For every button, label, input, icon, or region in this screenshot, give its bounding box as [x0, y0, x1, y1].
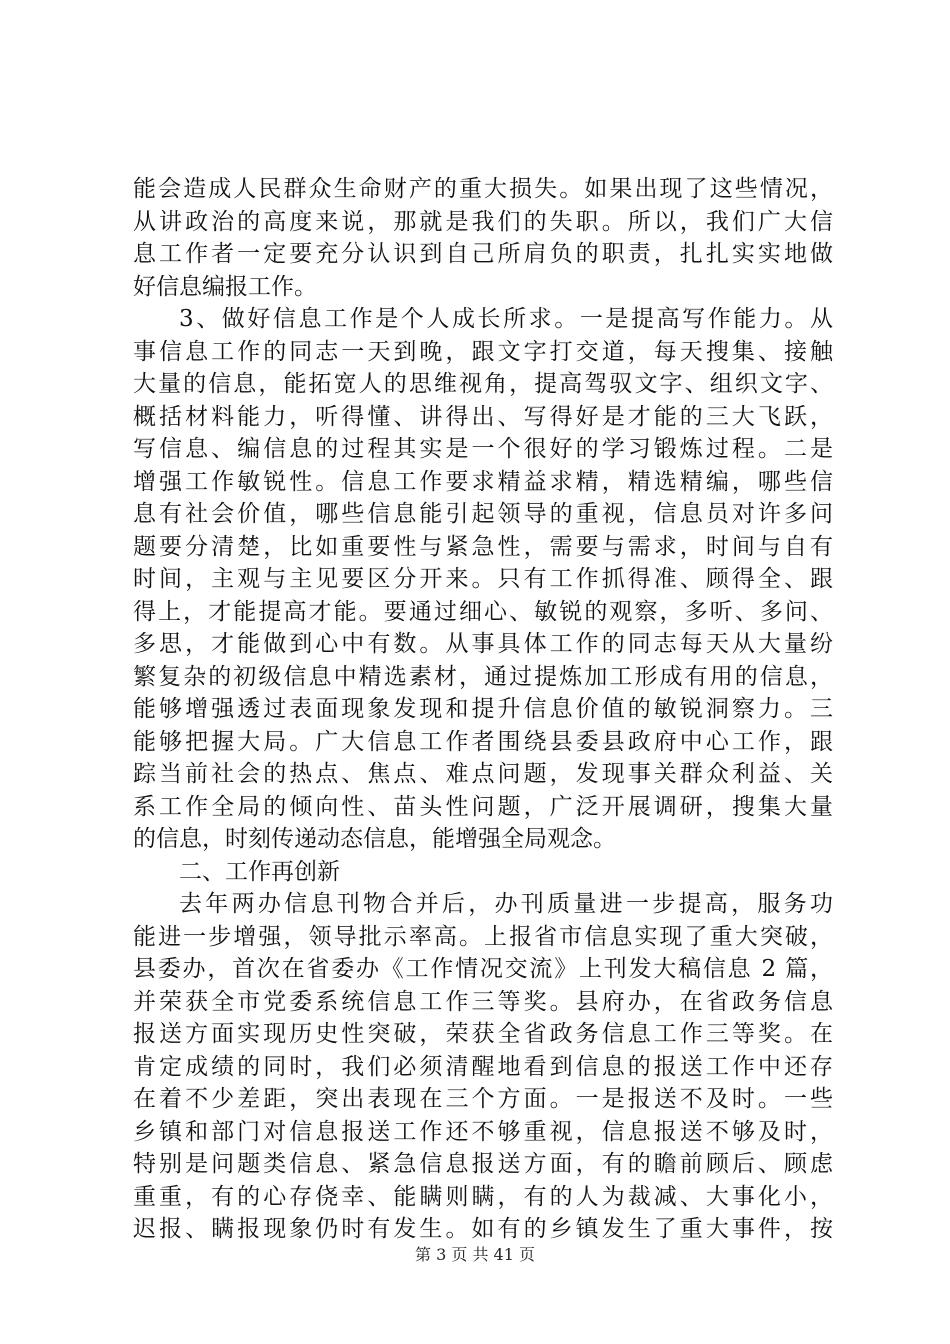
page-footer: 第 3 页 共 41 页 [415, 1245, 535, 1264]
text-line: 事信息工作的同志一天到晚，跟文字打交道，每天搜集、接触 [133, 338, 833, 365]
text-line: 特别是问题类信息、紧急信息报送方面，有的瞻前顾后、顾虑 [133, 1151, 833, 1177]
text-line: 能进一步增强，领导批示率高。上报省市信息实现了重大突破， [133, 923, 833, 950]
text-line: 报送方面实现历史性突破，荣获全省政务信息工作三等奖。在 [133, 1021, 833, 1047]
text-line: 去年两办信息刊物合并后，办刊质量进一步提高，服务功 [179, 891, 833, 917]
text-line: 能够增强透过表面现象发现和提升信息价值的敏锐洞察力。三 [133, 696, 833, 722]
text-line: 增强工作敏锐性。信息工作要求精益求精，精选精编，哪些信 [133, 468, 833, 495]
text-line: 3、做好信息工作是个人成长所求。一是提高写作能力。从 [179, 306, 833, 332]
text-line: 乡镇和部门对信息报送工作还不够重视，信息报送不够及时， [133, 1118, 833, 1145]
text-line: 繁复杂的初级信息中精选素材，通过提炼加工形成有用的信息， [133, 663, 833, 690]
text-line: 重重，有的心存侥幸、能瞒则瞒，有的人为裁减、大事化小， [133, 1183, 833, 1210]
text-line: 息有社会价值，哪些信息能引起领导的重视，信息员对许多问 [133, 501, 833, 527]
text-line: 大量的信息，能拓宽人的思维视角，提高驾驭文字、组织文字、 [133, 371, 833, 397]
text-line: 从讲政治的高度来说，那就是我们的失职。所以，我们广大信 [133, 208, 833, 235]
text-line: 时间，主观与主见要区分开来。只有工作抓得准、顾得全、跟 [133, 566, 833, 592]
text-line: 的信息，时刻传递动态信息，能增强全局观念。 [133, 826, 616, 852]
text-line: 并荣获全市党委系统信息工作三等奖。县府办，在省政务信息 [133, 988, 833, 1015]
text-line: 多思，才能做到心中有数。从事具体工作的同志每天从大量纷 [133, 631, 833, 657]
text-line: 概括材料能力，听得懂、讲得出、写得好是才能的三大飞跃， [133, 403, 833, 430]
text-line: 题要分清楚，比如重要性与紧急性，需要与需求，时间与自有 [133, 533, 833, 560]
text-line: 县委办，首次在省委办《工作情况交流》上刊发大稿信息 2 篇， [133, 956, 833, 982]
document-body [133, 173, 833, 1246]
text-line: 系工作全局的倾向性、苗头性问题，广泛开展调研，搜集大量 [133, 793, 833, 820]
text-line: 在着不少差距，突出表现在三个方面。一是报送不及时。一些 [133, 1086, 833, 1112]
text-line: 肯定成绩的同时，我们必须清醒地看到信息的报送工作中还存 [133, 1053, 833, 1080]
text-line: 能会造成人民群众生命财产的重大损失。如果出现了这些情况， [133, 176, 833, 202]
text-line: 写信息、编信息的过程其实是一个很好的学习锻炼过程。二是 [133, 436, 833, 462]
text-line: 息工作者一定要充分认识到自己所肩负的职责，扎扎实实地做 [133, 241, 833, 267]
text-line: 得上，才能提高才能。要通过细心、敏锐的观察，多听、多问、 [133, 598, 833, 625]
text-line: 能够把握大局。广大信息工作者围绕县委县政府中心工作，跟 [133, 728, 833, 755]
text-line: 好信息编报工作。 [133, 273, 317, 300]
text-line: 迟报、瞒报现象仍时有发生。如有的乡镇发生了重大事件，按 [133, 1216, 833, 1242]
text-line: 踪当前社会的热点、焦点、难点问题，发现事关群众利益、关 [133, 761, 833, 787]
text-line: 二、工作再创新 [179, 858, 340, 885]
